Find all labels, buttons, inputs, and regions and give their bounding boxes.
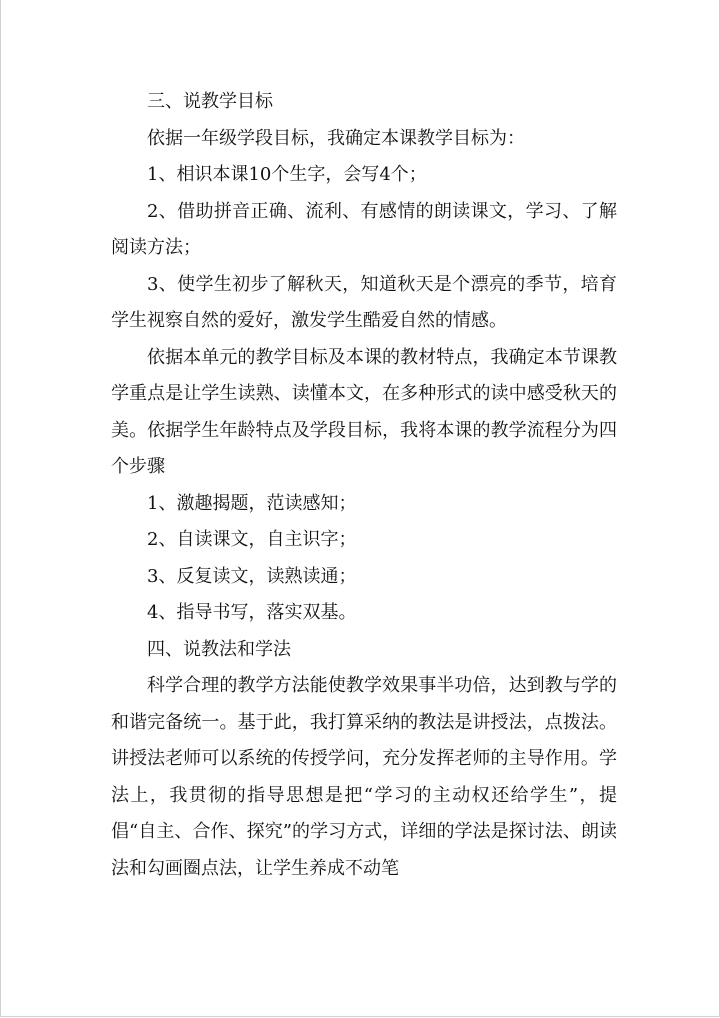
goal-item-2: 2、借助拼音正确、流利、有感情的朗读课文，学习、了解阅读方法； [111,200,617,258]
step-item-4: 4、指导书写，落实双基。 [147,602,357,623]
step-item-3: 3、反复读文，读熟读通； [147,565,357,587]
document-body [111,84,617,887]
step-item-2: 2、自读课文，自主识字； [147,529,357,550]
heading-methods: 四、说教法和学法 [147,638,291,660]
paragraph-key-points: 依据本单元的教学目标及本课的教材特点，我确定本节课教学重点是让学生读熟、读懂本文，在多种形式的读中感受秋天的美。依据学生年龄特点及学段目标，我将本课的教学流程分为四个步骤 [111,346,617,477]
step-item-1: 1、激趣揭题，范读感知； [147,492,357,514]
goal-item-3: 3、使学生初步了解秋天，知道秋天是个漂亮的季节，培育学生视察自然的爱好，激发学生酷爱自然的情感。 [111,273,617,331]
heading-teaching-goals: 三、说教学目标 [147,91,273,112]
paragraph-methods: 科学合理的教学方法能使教学效果事半功倍，达到教与学的和谐完备统一。基于此，我打算采纳的教法是讲授法，点拨法。讲授法老师可以系统的传授学问，充分发挥老师的主导作用。学法上，我贯彻的指导思想是把“学习的主动权还给学生”，提倡“自主、合作、探究”的学习方式，详细的学法是探讨法、朗读法和勾画圈点法，让学生养成不动笔 [111,675,617,879]
goal-item-1: 1、相识本课10个生字，会写4个； [147,164,427,185]
paragraph-goals-intro: 依据一年级学段目标，我确定本课教学目标为： [147,127,525,149]
